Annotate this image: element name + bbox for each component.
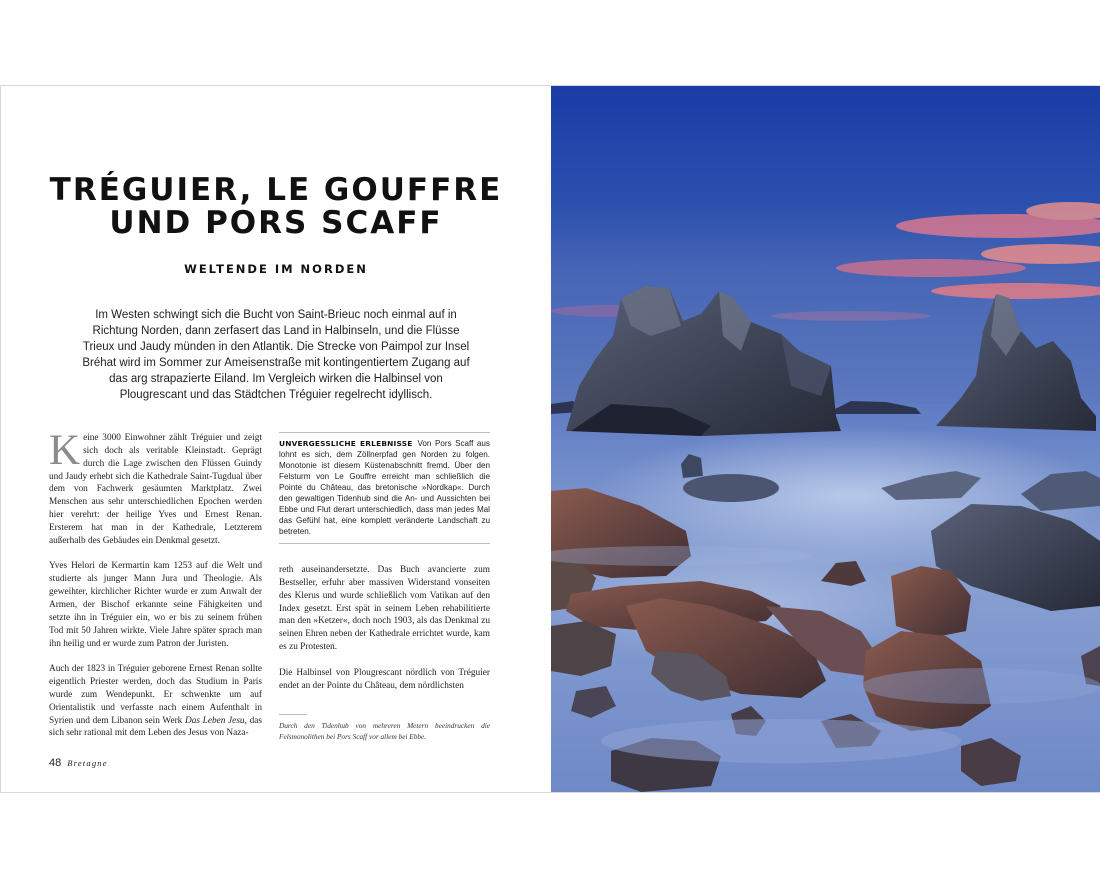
drop-cap: K [49, 427, 81, 474]
body-paragraph [49, 427, 262, 548]
photo-illustration [551, 86, 1100, 792]
paragraph-text: , das sich sehr rational mit dem Leben des Jesus von Naza- [49, 715, 262, 739]
paragraph-text: Auch der 1823 in Tréguier geborene Ernest Renan sollte eigentlich Priester werden, doch das Studium in Paris wurde zum Wendepunkt. Er schwenkte um auf Orientalistik und verfasste nach einem Aufenthalt in Syrien und dem Libanon sein Werk [49, 664, 262, 726]
photo-caption: Durch den Tidenhub von mehreren Metern beeindrucken die Felsmonolithen bei Pors Scaff vor allem bei Ebbe. [279, 721, 490, 742]
caption-rule [279, 714, 307, 715]
body-paragraph: Die Halbinsel von Plougrescant nördlich von Tréguier endet an der Pointe du Château, dem nördlichsten [279, 667, 490, 691]
text-column-left [49, 427, 262, 753]
highlight-box-heading: UNVERGESSLICHE ERLEBNISSE [279, 439, 413, 448]
article-title [21, 174, 531, 240]
book-title: Das Leben Jesu [185, 715, 245, 726]
text-column-right [279, 432, 490, 742]
page-number: 48 [49, 757, 62, 769]
left-page [0, 86, 551, 792]
title-line-1: TRÉGUIER, LE GOUFFRE [49, 172, 503, 208]
magazine-spread [0, 85, 1100, 793]
highlight-box-text: Von Pors Scaff aus lohnt es sich, dem Zöllnerpfad gen Norden zu folgen. Monotonie ist diesem Küstenabschnitt fremd. Über den Felsturm von Le Gouffre erreicht man schließlich die Pointe du Château, das bretonische »Nordkap«. Durch den gewaltigen Tidenhub sind die An- und Aussichten bei Ebbe und Flut derart unterschiedlich, dass man jedes Mal das Gefühl hat, eine komplett veränderte Landschaft zu betreten. [279, 439, 490, 536]
paragraph-text: eine 3000 Einwohner zählt Tréguier und zeigt sich doch als veritable Kleinstadt. Geprägt durch die Lage zwischen den Flüssen Guindy und Jaudy erhebt sich die Kathedrale Saint-Tugdual über dem von Fachwerk gesäumten Marktplatz. Zwei Menschen aus sehr unterschiedlichen Epochen werden hier verehrt: der heilige Yves und Ernest Renan. Ersterem hat man in der Kathedrale, Letzterem außerhalb des Gebäudes ein Denkmal gesetzt. [49, 433, 262, 546]
coastal-rocks-photo [551, 86, 1100, 792]
page-footer [49, 757, 108, 769]
book-name: Bretagne [67, 758, 108, 768]
highlight-box [279, 432, 490, 544]
title-line-2: UND PORS SCAFF [109, 205, 443, 241]
lead-paragraph: Im Westen schwingt sich die Bucht von Saint-Brieuc noch einmal auf in Richtung Norden, dann zerfasert das Land in Halbinseln, und die Flüsse Trieux und Jaudy münden in den Atlantik. Die Strecke von Paimpol zur Insel Bréhat wird im Sommer zur Ameisenstraße mit kontingentiertem Zugang auf das arg strapazierte Eiland. Im Vergleich wirken die Halbinsel von Plougrescant und das Städtchen Tréguier regelrecht idyllisch. [82, 309, 470, 402]
article-subtitle: WELTENDE IM NORDEN [184, 262, 368, 276]
body-paragraph: reth auseinandersetzte. Das Buch avancierte zum Bestseller, erfuhr aber massiven Widerstand vonseiten des Klerus und wurde schließlich vom Vatikan auf den Index gesetzt. Erst spät in seinem Leben rehabilitierte man den »Ketzer«, doch noch 1903, als das Denkmal zu seinen Ehren neben der Kathedrale errichtet wurde, kam es zu Protesten. [279, 565, 490, 653]
body-paragraph: Yves Helori de Kermartin kam 1253 auf die Welt und studierte als junger Mann Jura und Theologie. Als geweihter, kirchlicher Richter wurde er zum Anwalt der Armen, der Bischof erkannte seine Fähigkeiten und setzte ihn in Tréguier ein, wo er bis zu seinem frühen Tod mit 50 Jahren wirkte. Viele Jahre später sprach man ihn heilig und er wurde zum Patron der Juristen. [49, 561, 262, 649]
body-paragraph [49, 663, 262, 740]
